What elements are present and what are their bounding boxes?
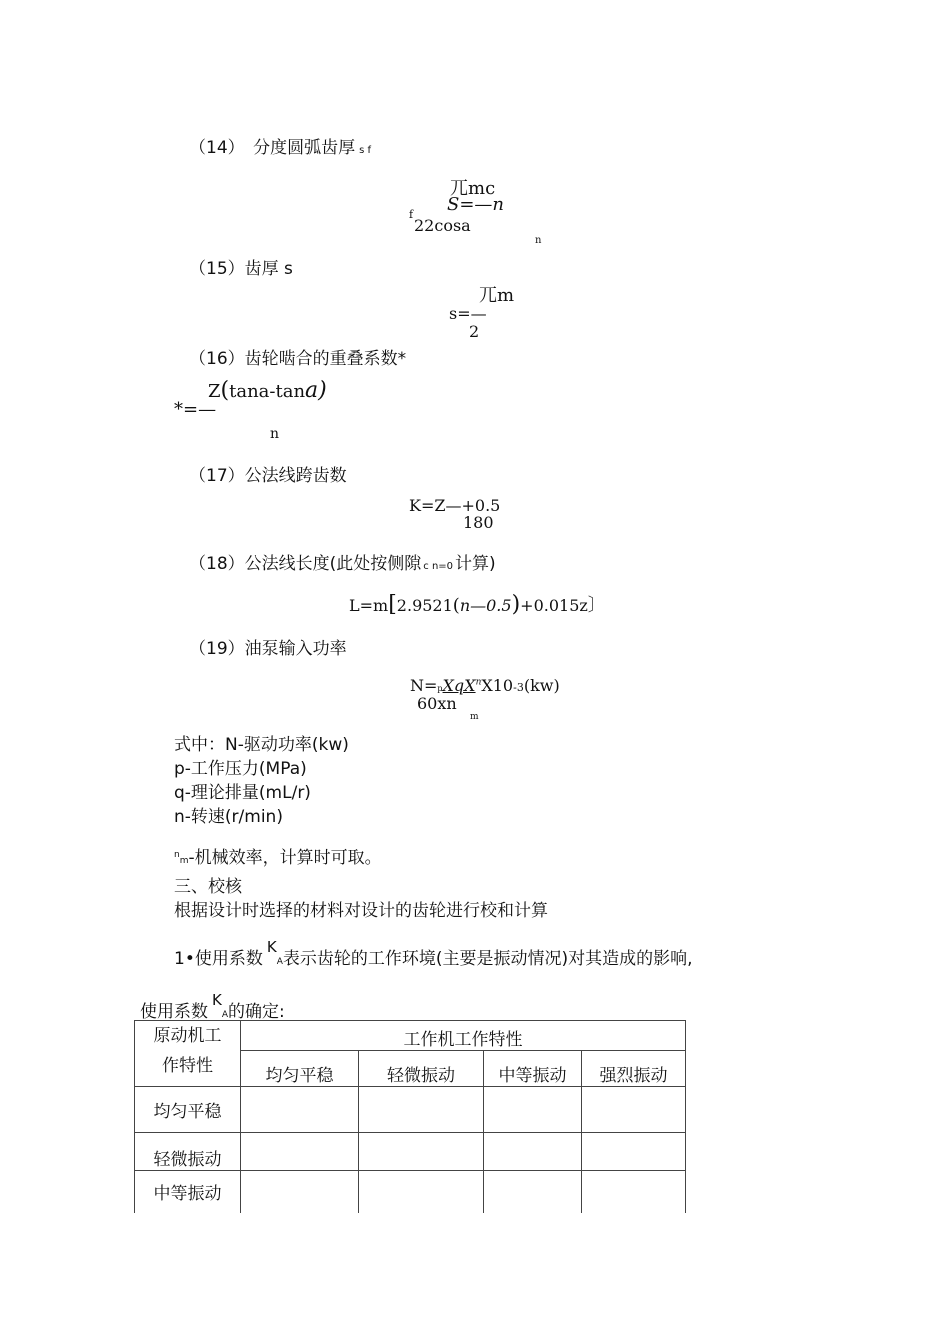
column-header: 均匀平稳 <box>241 1051 359 1087</box>
ka-caption: 使用系数KA的确定: <box>140 991 285 1022</box>
row-header: 轻微振动 <box>135 1133 241 1171</box>
formula-19-line3: m <box>470 712 479 722</box>
section-description: 根据设计时选择的材料对设计的齿轮进行校和计算 <box>174 901 548 921</box>
formula-14-numerator: 兀mc <box>450 178 496 199</box>
table-cell <box>484 1133 582 1171</box>
table-cell <box>484 1087 582 1133</box>
formula-19-line1: N=pXqX$^n$X10-3(kw) <box>410 676 560 695</box>
heading-18: （18）公法线长度(此处按侧隙 c n=0 计算) <box>189 554 496 574</box>
legend-line-1: 式中：N-驱动功率(kw) <box>174 735 349 755</box>
formula-15-denominator: 2 <box>469 322 480 341</box>
column-header: 中等振动 <box>484 1051 582 1087</box>
section-title: 三、校核 <box>174 877 242 897</box>
legend-line-4: n-转速(r/min) <box>174 807 283 827</box>
column-header: 强烈振动 <box>582 1051 686 1087</box>
table-cell <box>359 1087 484 1133</box>
table-cell <box>484 1171 582 1213</box>
formula-17-line2: 180 <box>463 513 494 532</box>
formula-14-denominator: 22cosa <box>414 216 471 235</box>
table-row <box>135 1133 686 1171</box>
heading-17: （17）公法线跨齿数 <box>189 466 347 486</box>
formula-18: L=m[2.9521(n—0.5)+0.015z〕 <box>349 592 606 617</box>
column-header: 轻微振动 <box>359 1051 484 1087</box>
table-cell <box>582 1133 686 1171</box>
row-header: 均匀平稳 <box>135 1087 241 1133</box>
formula-17-line1: K=Z—+0.5 <box>409 496 501 515</box>
item-1: 1•使用系数KA表示齿轮的工作环境(主要是振动情况)对其造成的影响, <box>174 938 693 969</box>
formula-15-lhs: s=— <box>449 304 487 323</box>
ka-table <box>134 1020 686 1213</box>
formula-16-numerator: Z(tana-tana) <box>208 378 327 403</box>
table-cell <box>582 1171 686 1213</box>
heading-15: （15）齿厚 s <box>189 259 293 279</box>
table-cell <box>241 1133 359 1171</box>
group-header: 工作机工作特性 <box>241 1021 686 1051</box>
formula-16-lhs: *=— <box>174 399 217 420</box>
formula-14-lhs: S=—n <box>447 194 505 215</box>
row-header: 中等振动 <box>135 1171 241 1213</box>
formula-16-denominator: n <box>270 426 280 442</box>
legend-line-2: p-工作压力(MPa) <box>174 759 307 779</box>
formula-14-subscript: n <box>535 235 542 246</box>
table-row <box>135 1087 686 1133</box>
heading-14: （14） 分度圆弧齿厚 s f <box>189 138 372 158</box>
table-cell <box>241 1171 359 1213</box>
table-cell <box>582 1087 686 1133</box>
formula-15-numerator: 兀m <box>479 285 515 306</box>
legend-line-3: q-理论排量(mL/r) <box>174 783 311 803</box>
table-cell <box>359 1171 484 1213</box>
formula-19-line2: 60xn <box>417 694 457 713</box>
heading-16: （16）齿轮啮合的重叠系数* <box>189 349 407 369</box>
table-cell <box>241 1087 359 1133</box>
table-row <box>135 1171 686 1213</box>
table-cell <box>359 1133 484 1171</box>
heading-19: （19）油泵输入功率 <box>189 639 347 659</box>
legend-line-5: $^n$m-机械效率，计算时可取。 <box>174 848 382 868</box>
formula-14-superscript: f <box>409 208 414 221</box>
corner-header: 原动机工 作特性 <box>135 1021 241 1087</box>
